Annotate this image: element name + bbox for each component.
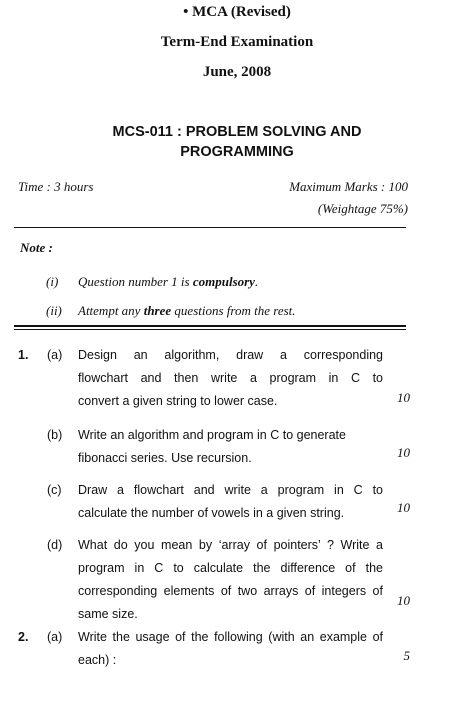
marks: 10 xyxy=(397,445,410,460)
part-label: (d) xyxy=(47,538,63,552)
question-1b-text: Write an algorithm and program in C to generate fibonacci series. Use recursion. xyxy=(78,428,346,465)
marks: 10 xyxy=(397,390,410,405)
note-item-num: (ii) xyxy=(46,303,62,318)
time-allowed: Time : 3 hours xyxy=(18,179,94,194)
weightage: (Weightage 75%) xyxy=(317,201,408,216)
question-1d-text: What do you mean by ‘array of pointers’ ? Write a program in C to calculate the difference of the corresponding elements of two arrays of integers of same size. xyxy=(78,538,383,621)
question-2a-text: Write the usage of the following (with an example of each) : xyxy=(78,630,383,667)
note-item-2: Attempt any three questions from the rest. xyxy=(78,303,296,318)
part-label: (a) xyxy=(47,348,63,362)
divider-line xyxy=(14,227,406,228)
part-label: (b) xyxy=(47,428,63,442)
marks: 5 xyxy=(403,648,410,663)
question-number: 1. xyxy=(18,348,29,362)
question-number: 2. xyxy=(18,630,29,644)
maximum-marks: Maximum Marks : 100 xyxy=(289,179,408,194)
note-heading: Note : xyxy=(20,240,53,255)
marks: 10 xyxy=(397,500,410,515)
marks: 10 xyxy=(397,593,410,608)
divider-line-double-top xyxy=(14,325,406,327)
note-item-1: Question number 1 is compulsory. xyxy=(78,274,259,289)
question-1c-text: Draw a flowchart and write a program in C to calculate the number of vowels in a given string. xyxy=(78,483,383,520)
exam-date: June, 2008 xyxy=(202,64,272,80)
course-title-line2: PROGRAMMING xyxy=(180,144,294,160)
course-title-line1: MCS-011 : PROBLEM SOLVING AND xyxy=(112,124,362,140)
part-label: (a) xyxy=(47,630,63,644)
exam-title: Term-End Examination xyxy=(160,34,314,50)
divider-line-double-bottom xyxy=(14,329,406,330)
bullet-mark: • xyxy=(183,4,193,20)
note-item-num: (i) xyxy=(46,274,59,289)
part-label: (c) xyxy=(47,483,62,497)
program-name: • MCA (Revised) xyxy=(183,4,291,20)
question-1a-text: Design an algorithm, draw a corresponding flowchart and then write a program in C to convert a given string to lower case. xyxy=(78,348,383,408)
